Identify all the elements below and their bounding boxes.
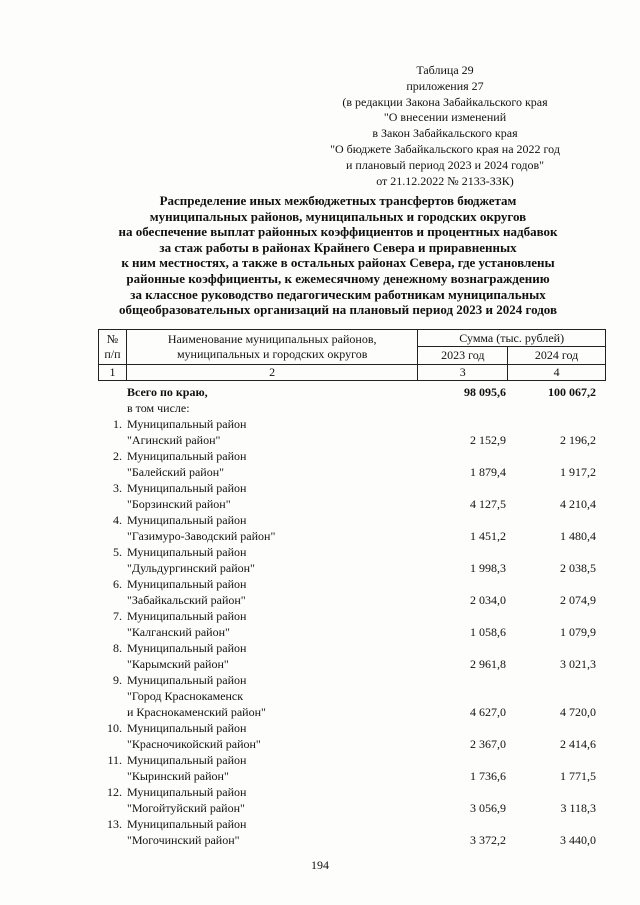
title-line: за классное руководство педагогическим работникам муниципальных [130, 286, 546, 302]
table-row [98, 544, 608, 560]
index-cell: 3 [418, 365, 508, 381]
table-row [98, 592, 608, 608]
table-row [98, 768, 608, 784]
value-2024: 2 196,2 [560, 433, 596, 447]
table-row [98, 576, 608, 592]
row-name: Муниципальный район [127, 721, 247, 735]
header-cell-2024: 2024 год [508, 347, 606, 365]
row-number: 8. [113, 641, 122, 655]
row-name: Муниципальный район [127, 785, 247, 799]
row-name: Муниципальный район [127, 577, 247, 591]
value-2023: 2 152,9 [470, 433, 506, 447]
table-row [98, 480, 608, 496]
header-text: муниципальных и городских округов [176, 347, 368, 361]
table-row [98, 640, 608, 656]
row-name: Муниципальный район [127, 449, 247, 463]
table-row [98, 528, 608, 544]
header-line: "О внесении изменений [383, 110, 507, 125]
value-2024: 2 414,6 [560, 737, 596, 751]
value-2024: 4 210,4 [560, 497, 596, 511]
title-line: за стаж работы в районах Крайнего Севера и приравненных [159, 239, 517, 255]
value-2023: 1 451,2 [470, 529, 506, 543]
row-name: "Дульдургинский район" [127, 561, 255, 575]
title-line: на обеспечение выплат районных коэффициентов и процентных надбавок [118, 224, 558, 240]
row-name: "Газимуро-Заводский район" [127, 529, 276, 543]
title-line: к ним местностях, а также в остальных районах Севера, где установлены [121, 255, 555, 271]
row-name: Муниципальный район [127, 417, 247, 431]
title-line: общеобразовательных организаций на плановый период 2023 и 2024 годов [118, 302, 557, 318]
row-name: Муниципальный район [127, 673, 247, 687]
value-2023: 1 998,3 [470, 561, 506, 575]
row-name: в том числе: [127, 401, 190, 415]
row-name: "Карымский район" [127, 657, 229, 671]
row-number: 1. [113, 417, 122, 431]
row-number: 7. [113, 609, 122, 623]
row-number: 12. [107, 785, 122, 799]
row-name: "Забайкальский район" [127, 593, 246, 607]
row-name: "Город Краснокаменск [127, 689, 244, 703]
table-row [98, 688, 608, 704]
header-line: и плановый период 2023 и 2024 годов" [345, 157, 545, 172]
row-name: "Могочинский район" [127, 833, 240, 847]
table-row [98, 432, 608, 448]
row-name: "Могойтуйский район" [127, 801, 245, 815]
title-line: муниципальных районов, муниципальных и городских округов [149, 208, 527, 224]
value-2024: 2 074,9 [560, 593, 596, 607]
header-line: в Закон Забайкальского края [372, 126, 518, 141]
row-number: 9. [113, 673, 122, 687]
row-name: Муниципальный район [127, 609, 247, 623]
row-number: 5. [113, 545, 122, 559]
table-row [98, 384, 608, 400]
header-cell-name [126, 330, 417, 365]
row-name: Всего по краю, [127, 385, 208, 399]
row-number: 13. [107, 817, 122, 831]
value-2023: 2 367,0 [470, 737, 506, 751]
value-2023: 3 372,2 [470, 833, 506, 847]
header-line: от 21.12.2022 № 2133-ЗЗК) [376, 173, 514, 188]
row-name: Муниципальный район [127, 817, 247, 831]
row-name: "Балейский район" [127, 465, 225, 479]
header-text: Наименование муниципальных районов, [167, 332, 377, 346]
value-2024: 3 021,3 [560, 657, 596, 671]
value-2023: 4 127,5 [470, 497, 506, 511]
row-name: "Кыринский район" [127, 769, 229, 783]
table-row [98, 704, 608, 720]
header-cell-number [99, 330, 127, 365]
table-row [98, 784, 608, 800]
row-number: 3. [113, 481, 122, 495]
row-number: 2. [113, 449, 122, 463]
table-row [98, 800, 608, 816]
row-name: Муниципальный район [127, 481, 247, 495]
title-line: Распределение иных межбюджетных трансфертов бюджетам [159, 193, 517, 208]
table-row [98, 672, 608, 688]
index-cell: 4 [508, 365, 606, 381]
table-row [98, 656, 608, 672]
table-row [98, 560, 608, 576]
value-2024: 1 480,4 [560, 529, 596, 543]
row-name: "Борзинский район" [127, 497, 231, 511]
table-row [98, 400, 608, 416]
value-2024: 2 038,5 [560, 561, 596, 575]
value-2023: 1 058,6 [470, 625, 506, 639]
value-2023: 2 961,8 [470, 657, 506, 671]
table-row [98, 496, 608, 512]
table-row [98, 736, 608, 752]
value-2024: 4 720,0 [560, 705, 596, 719]
title-line: районные коэффициенты, к ежемесячному денежному вознаграждению [126, 270, 550, 286]
row-name: Муниципальный район [127, 513, 247, 527]
page-number: 194 [311, 858, 329, 872]
value-2023: 4 627,0 [470, 705, 506, 719]
value-2023: 3 056,9 [470, 801, 506, 815]
value-2024: 1 079,9 [560, 625, 596, 639]
table-row [98, 464, 608, 480]
table-row [98, 512, 608, 528]
value-2023: 1 879,4 [470, 465, 506, 479]
header-cell-2023: 2023 год [418, 347, 508, 365]
row-name: "Агинский район" [127, 433, 221, 447]
row-name: Муниципальный район [127, 641, 247, 655]
value-2024: 1 771,5 [560, 769, 596, 783]
document-title [88, 193, 588, 318]
value-2024: 3 440,0 [560, 833, 596, 847]
table-row [98, 624, 608, 640]
header-cell-sum: Сумма (тыс. рублей) [418, 330, 606, 347]
value-2024: 100 067,2 [548, 385, 596, 399]
row-number: 4. [113, 513, 122, 527]
row-name: "Красночикойский район" [127, 737, 261, 751]
table-row [98, 608, 608, 624]
header-text: п/п [104, 347, 121, 361]
row-name: Муниципальный район [127, 753, 247, 767]
index-cell: 1 [99, 365, 127, 381]
header-line: Таблица 29 [416, 63, 474, 77]
header-line: (в редакции Закона Забайкальского края [342, 94, 548, 109]
value-2023: 1 736,6 [470, 769, 506, 783]
index-cell: 2 [126, 365, 417, 381]
header-line: приложения 27 [406, 78, 484, 93]
table-row [98, 416, 608, 432]
row-number: 10. [107, 721, 122, 735]
value-2024: 3 118,3 [560, 801, 596, 815]
header-line: "О бюджете Забайкальского края на 2022 год [330, 141, 560, 156]
table-row [98, 448, 608, 464]
table-row [98, 752, 608, 768]
value-2024: 1 917,2 [560, 465, 596, 479]
appendix-header [300, 63, 590, 189]
row-name: Муниципальный район [127, 545, 247, 559]
row-number: 6. [113, 577, 122, 591]
value-2023: 98 095,6 [464, 385, 506, 399]
value-2023: 2 034,0 [470, 593, 506, 607]
table-body [98, 384, 608, 848]
table-row [98, 816, 608, 832]
row-name: и Краснокаменский район" [127, 705, 266, 719]
row-name: "Калганский район" [127, 625, 230, 639]
table-row [98, 720, 608, 736]
header-text: № [106, 332, 119, 346]
row-number: 11. [107, 753, 122, 767]
table-header [98, 329, 606, 381]
table-row [98, 832, 608, 848]
